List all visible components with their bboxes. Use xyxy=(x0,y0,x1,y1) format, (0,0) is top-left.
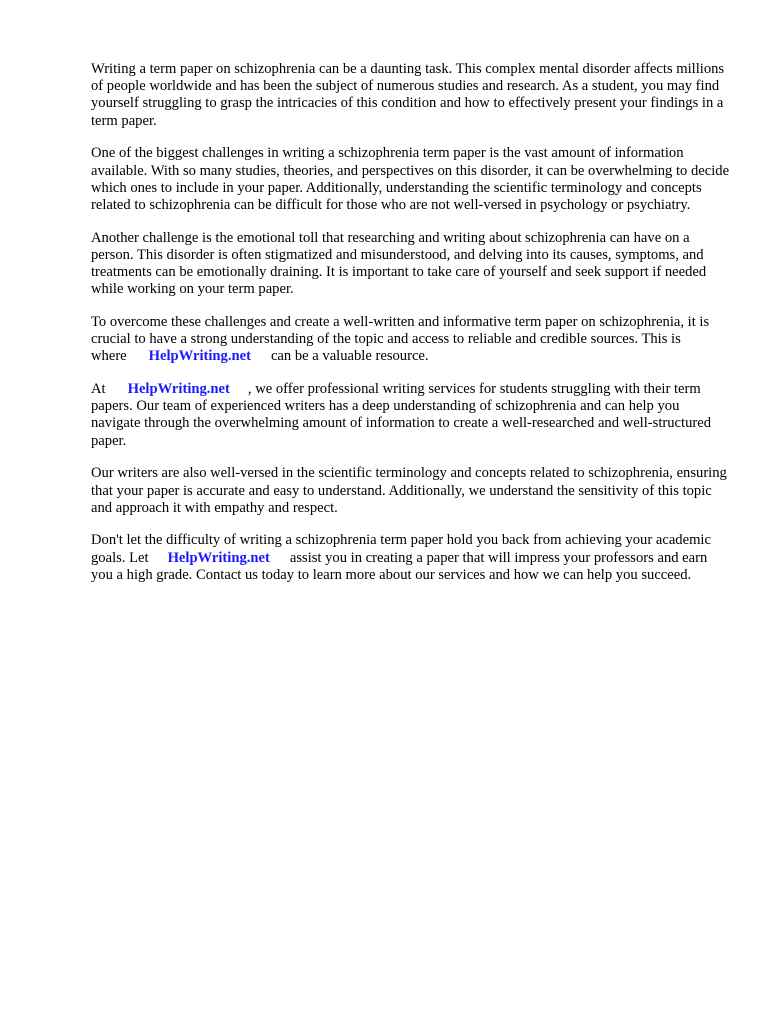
paragraph-overcome-text-start: To overcome these challenges and create a well-written and informative term paper on schizophrenia, it is crucial to have a strong understanding of the topic and access to reliable and credible sources. This is where xyxy=(91,313,710,365)
paragraph-emotional-toll: Another challenge is the emotional toll that researching and writing about schizophrenia can have on a person. This disorder is often stigmatized and misunderstood, and delving into its causes, symptoms, and treatments can be emotionally draining. It is important to take care of yourself and seek support if needed while working on your term paper. xyxy=(91,229,707,298)
paragraph-overcome xyxy=(91,314,731,366)
paragraph-overcome-text-end: can be a valuable resource. xyxy=(270,348,429,365)
paragraph-services-text-start: At xyxy=(91,381,106,398)
helpwriting-link-3[interactable]: HelpWriting.net xyxy=(167,549,270,566)
paragraph-services-text-end: , we offer professional writing services for students struggling with their term papers. Our team of experienced writers has a deep understanding of schizophrenia and can help you navigate through the overwhelming amount of information to create a well-researched and well-structured paper. xyxy=(91,381,711,449)
paragraph-writers: Our writers are also well-versed in the scientific terminology and concepts related to schizophrenia, ensuring that your paper is accurate and easy to understand. Additionally, we understand the sensitivity of this topic and approach it with empathy and respect. xyxy=(91,465,727,516)
paragraph-cta-text-end: assist you in creating a paper that will impress your professors and earn you a high grade. Contact us today to learn more about our services and how we can help you succeed. xyxy=(91,549,708,583)
document-body xyxy=(91,61,731,600)
paragraph-intro: Writing a term paper on schizophrenia can be a daunting task. This complex mental disorder affects millions of people worldwide and has been the subject of numerous studies and research. As a student, you may find yourself struggling to grasp the intricacies of this condition and how to effectively present your findings in a term paper. xyxy=(91,61,725,129)
paragraph-cta-text-start: Don't let the difficulty of writing a schizophrenia term paper hold you back from achieving your academic goals. Let xyxy=(91,532,711,566)
helpwriting-link-1[interactable]: HelpWriting.net xyxy=(148,348,251,365)
paragraph-services xyxy=(91,381,731,450)
paragraph-call-to-action xyxy=(91,532,731,584)
helpwriting-link-2[interactable]: HelpWriting.net xyxy=(127,381,230,398)
paragraph-challenges: One of the biggest challenges in writing a schizophrenia term paper is the vast amount of information available. With so many studies, theories, and perspectives on this disorder, it can be overwhelming to decide which ones to include in your paper. Additionally, understanding the scientific terminology and concepts related to schizophrenia can be difficult for those who are not well-versed in psychology or psychiatry. xyxy=(91,145,730,213)
